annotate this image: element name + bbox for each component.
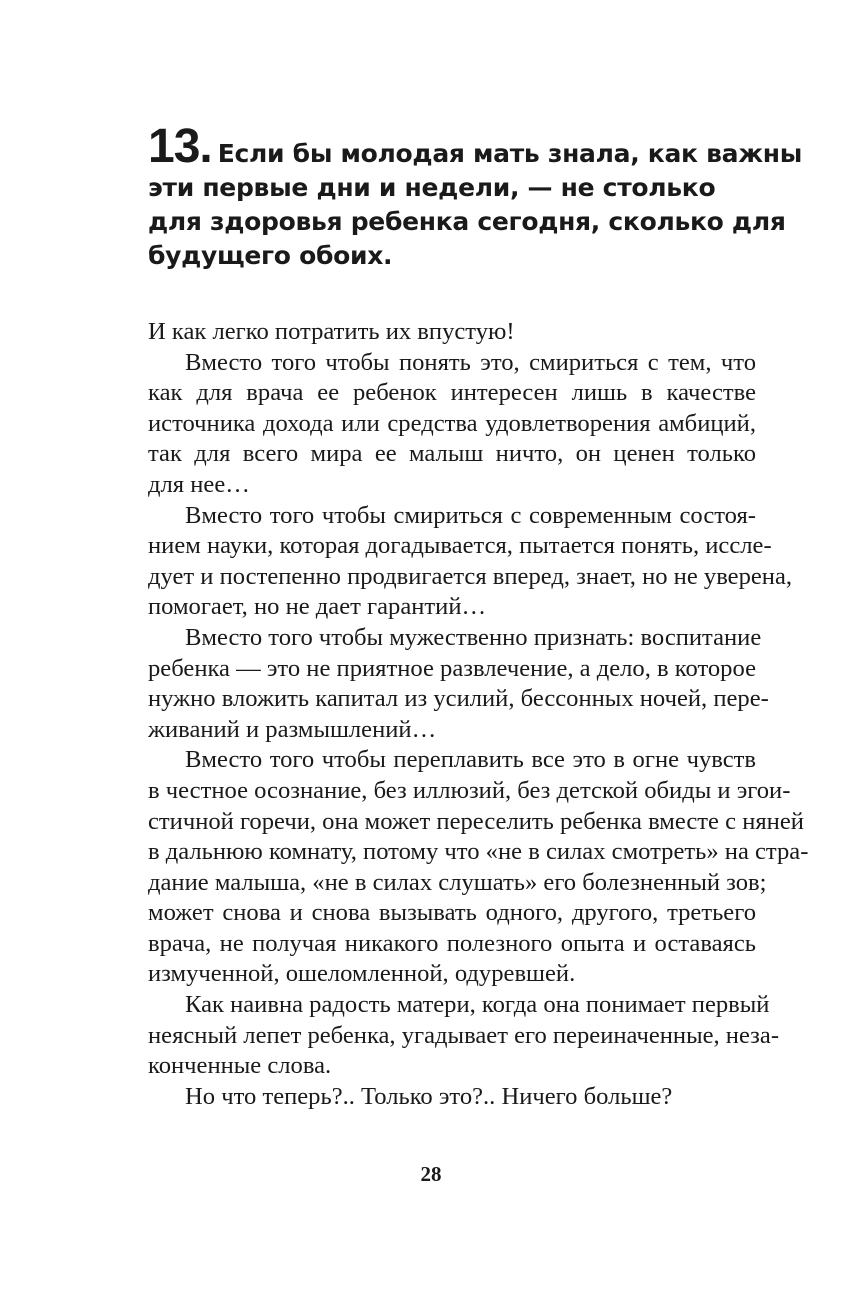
- text-line: дует и постепенно продвигается вперед, знает, но не уверена,: [148, 562, 793, 590]
- text-line: может снова и снова вызывать одного, другого, третьего: [148, 899, 756, 927]
- text-line: в честное осознание, без иллюзий, без детской обиды и эгои-: [148, 776, 791, 804]
- text-line: нием науки, которая догадывается, пытается понять, иссле-: [148, 532, 772, 560]
- text-line: живаний и размышлений…: [148, 715, 437, 743]
- section-heading: [148, 120, 803, 273]
- text-line: в дальнюю комнату, потому что «не в силах смотреть» на стра-: [148, 838, 809, 866]
- text-line: дание малыша, «не в силах слушать» его болезненный зов;: [148, 868, 767, 896]
- text-line: для нее…: [148, 470, 250, 498]
- heading-line: эти первые дни и недели, — не столько: [148, 173, 716, 202]
- text-line: Вместо того чтобы понять это, смириться с тем, что: [185, 348, 756, 376]
- text-line: Как наивна радость матери, когда она понимает первый: [185, 991, 770, 1019]
- page-number: 28: [420, 1162, 442, 1186]
- text-line: нужно вложить капитал из усилий, бессонных ночей, пере-: [148, 685, 769, 713]
- paragraph: [148, 745, 809, 990]
- paragraph: [148, 990, 780, 1082]
- section-number: 13.: [148, 120, 212, 173]
- text-line: Но что теперь?.. Только это?.. Ничего больше?: [185, 1082, 673, 1110]
- text-line: Вместо того чтобы переплавить все это в огне чувств: [185, 746, 756, 774]
- text-line: И как легко потратить их впустую!: [148, 318, 515, 345]
- text-line: так для всего мира ее малыш ничто, он ценен только: [148, 440, 756, 468]
- text-line: измученной, ошеломленной, одуревшей.: [148, 960, 576, 988]
- text-line: Вместо того чтобы мужественно признать: воспитание: [185, 623, 762, 651]
- paragraph: [148, 501, 793, 623]
- text-line: помогает, но не дает гарантий…: [148, 593, 487, 621]
- paragraph: [148, 348, 756, 501]
- body-text: [148, 317, 809, 1112]
- heading-line: 13. Если бы молодая мать знала, как важны: [148, 120, 803, 173]
- page-content: [148, 120, 809, 1112]
- text-line: как для врача ее ребенок интересен лишь в качестве: [148, 379, 756, 407]
- text-line: источника дохода или средства удовлетворения амбиций,: [148, 409, 756, 437]
- text-line: ребенка — это не приятное развлечение, а дело, в которое: [148, 654, 756, 682]
- text-line: Вместо того чтобы смириться с современным состоя-: [185, 501, 756, 529]
- text-line: неясный лепет ребенка, угадывает его переиначенные, неза-: [148, 1021, 780, 1049]
- paragraph: [148, 317, 756, 348]
- text-line: врача, не получая никакого полезного опыта и оставаясь: [148, 929, 756, 957]
- paragraph: [148, 1082, 756, 1113]
- paragraph: [148, 623, 769, 745]
- heading-line: для здоровья ребенка сегодня, сколько для: [148, 207, 786, 236]
- text-line: стичной горечи, она может переселить ребенка вместе с няней: [148, 807, 804, 835]
- text-line: конченные слова.: [148, 1052, 332, 1080]
- heading-line: будущего обоих.: [148, 241, 393, 270]
